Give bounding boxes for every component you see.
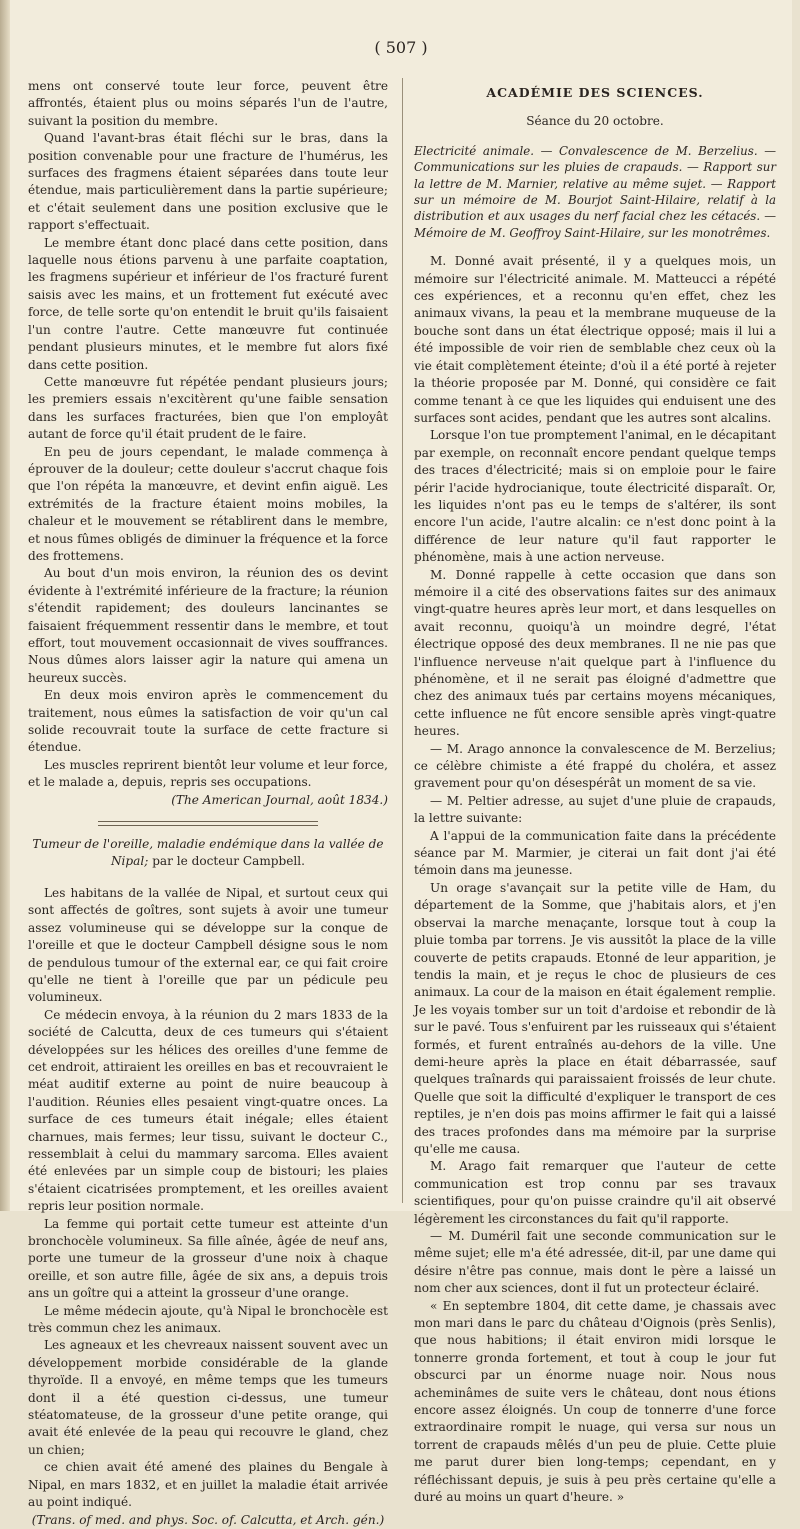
paragraph: Le même médecin ajoute, qu'à Nipal le bronchocèle est très commun chez les animaux. — [28, 1303, 388, 1336]
article-title — [28, 836, 388, 871]
paragraph: Ce médecin envoya, à la réunion du 2 mars 1833 de la société de Calcutta, deux de ces tumeurs qui s'étaient développées sur les hélices des oreilles d'une femme de cet endroit, attiraient les oreilles en bas et recouvraient le méat auditif externe au point de nuire beaucoup à l'audition. Réunies elles pesaient vingt-quatre onces. La surface de ces tumeurs était inégale; elles étaient charnues, mais fermes; leur tissu, suivant le docteur C., ressemblait à celui du mammary sarcoma. Elles avaient été enlevées par un simple coup de bistouri; les plaies s'étaient cicatrisées promptement, et les oreilles avaient repris leur position normale. — [28, 1007, 388, 1214]
paragraph: « En septembre 1804, dit cette dame, je chassais avec mon mari dans le parc du château d'Oignois (près Senlis), que nous habitions; il était environ midi lorsque le tonnerre gronda fortement, et tout à coup le jour fut obscurci par un énorme nuage noir. Nous nous acheminâmes de suite vers le château, dont nous étions encore assez éloignés. Un coup de tonnerre d'une force extraordinaire rompit le nuage, qui versa sur nous un torrent de crapauds mêlés d'un peu de pluie. Cette pluie me parut durer bien long-temps; cependant, en y réfléchissant depuis, je suis à peu près certaine qu'elle a duré au moins un quart d'heure. » — [414, 1298, 776, 1505]
paragraph: Les agneaux et les chevreaux naissent souvent avec un développement morbide considérable de la glande thyroïde. Il a envoyé, en même temps que les tumeurs dont il a été question ci-dessus, une tumeur stéatomateuse, de la grosseur d'une petite orange, qui avait été enlevée de la peau qui recouvre le gland, chez un chien; — [28, 1338, 388, 1457]
paragraph: Quand l'avant-bras était fléchi sur le bras, dans la position convenable pour une fracture de l'humérus, les surfaces des fragmens étaient séparées dans toute leur étendue, mais particulièrement dans la partie supérieure; et c'était seulement dans une position exclusive que le rapport s'effectuait. — [28, 131, 388, 233]
paragraph: Au bout d'un mois environ, la réunion des os devint évidente à l'extrémité inférieure de la fracture; la réunion s'étendit rapidement; des douleurs lancinantes se faisaient fréquemment ressentir dans le membre, et tout effort, tout mouvement occasionnait de vives souffrances. Nous dûmes alors laisser agir la nature qui amena un heureux succès. — [28, 566, 388, 685]
paragraph: Le membre étant donc placé dans cette position, dans laquelle nous étions parvenu à une parfaite coaptation, les fragmens supérieur et inférieur de l'os fracturé furent saisis avec les mains, et un frottement fut exécuté avec force, de telle sorte qu'on entendit le bruit qu'ils faisaient l'un contre l'autre. Cette manœuvre fut continuée pendant plusieurs minutes, et le membre fut alors fixé dans cette position. — [28, 235, 388, 372]
page-spine — [0, 0, 10, 1211]
paragraph: La femme qui portait cette tumeur est atteinte d'un bronchocèle volumineux. Sa fille aînée, âgée de neuf ans, porte une tumeur de la grosseur d'une noix à chaque oreille, et son autre fille, âgée de six ans, a depuis trois ans un goître qui a atteint la grosseur d'une orange. — [28, 1216, 388, 1301]
column-separator — [402, 78, 403, 1203]
paragraph: M. Donné avait présenté, il y a quelques mois, un mémoire sur l'électricité animale. M. Matteucci a répété ces expériences, et a reconnu qu'en effet, chez les animaux vivans, la peau et la membrane muqueuse de la bouche sont dans un état électrique opposé; mais il lui a été impossible de voir rien de semblable chez ceux où la vie était complètement éteinte; d'où il a été porté à rejeter la théorie proposée par M. Donné, qui considère ce fait comme tenant à ce que les liquides qui enduisent une des surfaces sont acides, pendant que les autres sont alcalins. — [414, 254, 776, 425]
paragraph: — M. Peltier adresse, au sujet d'une pluie de crapauds, la lettre suivante: — [414, 793, 776, 826]
paragraph: M. Arago fait remarquer que l'auteur de cette communication est trop connu par ses travaux scientifiques, pour qu'on puisse craindre qu'il ait observé légèrement les circonstances du fait qu'il rapporte. — [414, 1159, 776, 1226]
citation: (Trans. of med. and phys. Soc. of. Calcutta, et Arch. gén.) — [31, 1512, 385, 1527]
paragraph: Un orage s'avançait sur la petite ville de Ham, du département de la Somme, que j'habitais alors, et j'en observai la marche menaçante, lorsque tout à coup la pluie tomba par torrens. Je vis aussitôt la place de la ville couverte de petits crapauds. Etonné de leur apparition, je tendis la main, et je reçus le choc de plusieurs de ces animaux. La cour de la maison en était également remplie. Je les voyais tomber sur un toit d'ardoise et rebondir de là sur le pavé. Tous s'enfuirent par les ruisseaux qui s'étaient formés, et furent entraînés au-dehors de la ville. Une demi-heure après la place en était débarrassée, sauf quelques traînards qui paraissaient froissés de leur chute. Quelle que soit la difficulté d'expliquer le transport de ces reptiles, je n'en dois pas moins affirmer le fait qui a laissé des traces profondes dans ma mémoire par la surprise qu'elle me causa. — [414, 880, 776, 1156]
left-column — [28, 78, 388, 1529]
article-title-italic: Tumeur de l'oreille, maladie endémique dans la vallée de Nipal; — [32, 837, 384, 869]
paragraph: Les habitans de la vallée de Nipal, et surtout ceux qui sont affectés de goîtres, sont sujets à avoir une tumeur assez volumineuse qui se développe sur la conque de l'oreille et que le docteur Campbell désigne sous le nom de pendulous tumour of the external ear, ce qui fait croire qu'elle ne tient à l'oreille que par un pédicule peu volumineux. — [28, 885, 388, 1005]
paragraph: Les muscles reprirent bientôt leur volume et leur force, et le malade a, depuis, repris ses occupations. — [28, 757, 388, 790]
paragraph: En deux mois environ après le commencement du traitement, nous eûmes la satisfaction de voir qu'un cal solide recouvrait toute la surface de cette fracture si étendue. — [28, 688, 388, 755]
section-heading: ACADÉMIE DES SCIENCES. — [486, 85, 704, 100]
paragraph: mens ont conservé toute leur force, peuvent être affrontés, étaient plus ou moins séparés l'un de l'autre, suivant la position du membre. — [28, 79, 388, 128]
paragraph: — M. Arago annonce la convalescence de M. Berzelius; ce célèbre chimiste a été frappé du choléra, et assez gravement pour qu'on désespérât un moment de sa vie. — [414, 741, 776, 791]
paragraph: Lorsque l'on tue promptement l'animal, en le décapitant par exemple, on reconnaît encore pendant quelque temps des traces d'électricité; mais si on emploie pour le faire périr l'acide hydrocianique, toute électricité disparaît. Or, les liquides n'ont pas eu le temps de s'altérer, ils sont encore l'un acide, l'autre alcalin: ce n'est donc point à la différence de leur nature qu'il faut rapporter le phénomène, mais à une action nerveuse. — [414, 428, 776, 565]
citation: (The American Journal, août 1834.) — [171, 792, 388, 807]
paragraph: M. Donné rappelle à cette occasion que dans son mémoire il a cité des observations faites sur des animaux vingt-quatre heures après leur mort, et dans lesquelles on avait reconnu, quoiqu'à un moindre degré, l'état électrique opposé des deux membranes. Il ne nie pas que l'influence nerveuse n'ait quelque part à l'influence du phénomène, et il ne serait pas éloigné d'admettre que chez des animaux tués par certains moyens mécaniques, cette influence ne fût encore sensible après vingt-quatre heures. — [414, 567, 776, 739]
divider — [98, 825, 318, 826]
paragraph: ce chien avait été amené des plaines du Bengale à Nipal, en mars 1832, et en juillet la maladie était arrivée au point indiqué. — [28, 1460, 388, 1510]
paragraph: Cette manœuvre fut répétée pendant plusieurs jours; les premiers essais n'excitèrent qu'une faible sensation dans les surfaces fracturées, bien que l'on employât autant de force qu'il était prudent de le faire. — [28, 374, 388, 442]
journal-page — [10, 0, 792, 1527]
article-title-author: par le docteur Campbell. — [152, 854, 306, 869]
divider — [98, 821, 318, 822]
paragraph: En peu de jours cependant, le malade commença à éprouver de la douleur; cette douleur s'accrut chaque fois que l'on répéta la manœuvre, et devint enfin aiguë. Les extrémités de la fracture étaient moins mobiles, la chaleur et le mouvement se rétablirent dans le membre, et nous fûmes obligés de diminuer la fréquence et la force des frottemens. — [28, 444, 388, 563]
paragraph: A l'appui de la communication faite dans la précédente séance par M. Marmier, je citerai un fait dont j'ai été témoin dans ma jeunesse. — [414, 828, 776, 878]
page-number: ( 507 ) — [374, 38, 428, 57]
session-summary: Electricité animale. — Convalescence de M. Berzelius. — Communications sur les pluies de crapauds. — Rapport sur la lettre de M. Marnier, relative au même sujet. — Rapport sur un mémoire de M. Bourjot Saint-Hilaire, relatif à la distribution et aux usages du nerf facial chez les cétacés. — Mémoire de M. Geoffroy Saint-Hilaire, sur les monotrêmes. — [414, 143, 776, 240]
paragraph: — M. Duméril fait une seconde communication sur le même sujet; elle m'a été adressée, dit-il, par une dame qui désire n'être pas connue, mais dont le père a laissé un nom cher aux sciences, dont il fut un protecteur éclairé. — [414, 1229, 776, 1296]
session-date: Séance du 20 octobre. — [526, 114, 664, 129]
right-column — [414, 78, 776, 1507]
